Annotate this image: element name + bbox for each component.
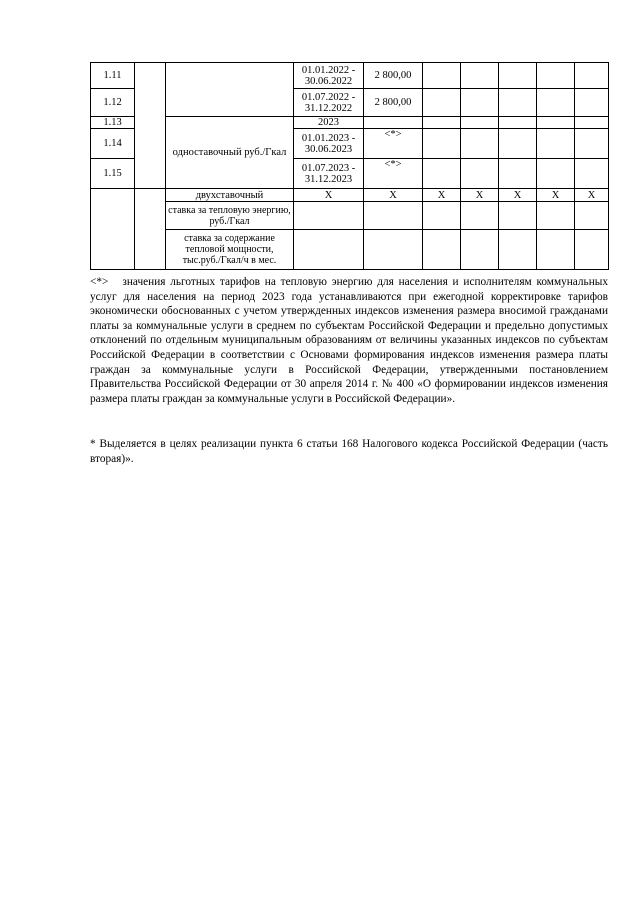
empty-cell bbox=[537, 230, 575, 270]
empty-cell bbox=[135, 189, 166, 270]
x-mark: X bbox=[537, 189, 575, 202]
row-number: 1.14 bbox=[91, 129, 135, 159]
row-number: 1.12 bbox=[91, 89, 135, 117]
period-cell: 01.07.2022 - 31.12.2022 bbox=[294, 89, 364, 117]
footnote: * Выделяется в целях реализации пункта 6 статьи 168 Налогового кодекса Российской Федерации (часть вторая)». bbox=[90, 438, 608, 465]
empty-cell bbox=[461, 63, 499, 89]
empty-cell bbox=[537, 159, 575, 189]
empty-cell bbox=[575, 202, 609, 230]
empty-cell bbox=[499, 230, 537, 270]
x-mark: X bbox=[294, 189, 364, 202]
empty-cell bbox=[537, 129, 575, 159]
empty-cell bbox=[499, 89, 537, 117]
period-cell: 01.01.2023 - 30.06.2023 bbox=[294, 129, 364, 159]
one-part-tariff-label: одноставочный руб./Гкал bbox=[166, 117, 294, 189]
empty-cell bbox=[166, 63, 294, 117]
empty-cell bbox=[575, 63, 609, 89]
empty-cell bbox=[135, 63, 166, 189]
period-cell: 01.01.2022 - 30.06.2022 bbox=[294, 63, 364, 89]
tariff-table bbox=[90, 62, 609, 270]
empty-cell bbox=[294, 202, 364, 230]
x-mark: X bbox=[423, 189, 461, 202]
empty-cell bbox=[423, 63, 461, 89]
table-row bbox=[91, 189, 609, 202]
empty-cell bbox=[461, 129, 499, 159]
x-mark: X bbox=[364, 189, 423, 202]
note-text: значения льготных тарифов на тепловую энергию для населения и исполнителям коммунальных услуг для населения на период 2023 года устанавливаются при ежегодной корректировке тарифов экономически обоснованных с учетом утвержденных индексов изменения размера вносимой гражданами платы за коммунальные услуги в среднем по субъектам Российской Федерации и предельно допустимых отклонений по отдельным муниципальным образованиям от величины указанных индексов по субъектам Российской Федерации в соответствии с Основами формирования индексов изменения размера платы граждан за коммунальные услуги в Российской Федерации, утвержденными постановлением Правительства Российской Федерации от 30 апреля 2014 г. № 400 «О формировании индексов изменения размера платы граждан за коммунальные услуги в Российской Федерации». bbox=[90, 276, 608, 405]
table-row bbox=[91, 202, 609, 230]
empty-cell bbox=[461, 230, 499, 270]
value-cell: <*> bbox=[364, 129, 423, 159]
empty-cell bbox=[461, 117, 499, 129]
empty-cell bbox=[499, 202, 537, 230]
empty-cell bbox=[364, 202, 423, 230]
table-row bbox=[91, 117, 609, 129]
table-row bbox=[91, 230, 609, 270]
x-mark: X bbox=[461, 189, 499, 202]
x-mark: X bbox=[575, 189, 609, 202]
empty-cell bbox=[423, 129, 461, 159]
table-row bbox=[91, 63, 609, 89]
empty-cell bbox=[575, 230, 609, 270]
row-number: 1.15 bbox=[91, 159, 135, 189]
empty-cell bbox=[423, 117, 461, 129]
value-cell: <*> bbox=[364, 159, 423, 189]
empty-cell bbox=[537, 202, 575, 230]
empty-cell bbox=[364, 230, 423, 270]
empty-cell bbox=[461, 159, 499, 189]
empty-cell bbox=[499, 159, 537, 189]
energy-rate-label: ставка за тепловую энергию, руб./Гкал bbox=[166, 202, 294, 230]
empty-cell bbox=[423, 159, 461, 189]
period-cell: 01.07.2023 - 31.12.2023 bbox=[294, 159, 364, 189]
capacity-rate-label: ставка за содержание тепловой мощности, тыс.руб./Гкал/ч в мес. bbox=[166, 230, 294, 270]
empty-cell bbox=[499, 117, 537, 129]
asterisk-note bbox=[90, 275, 608, 406]
row-number: 1.11 bbox=[91, 63, 135, 89]
empty-cell bbox=[461, 202, 499, 230]
empty-cell bbox=[461, 89, 499, 117]
value-cell: 2 800,00 bbox=[364, 89, 423, 117]
empty-cell bbox=[575, 89, 609, 117]
note-marker: <*> bbox=[90, 276, 109, 288]
empty-cell bbox=[423, 202, 461, 230]
year-cell: 2023 bbox=[294, 117, 364, 129]
empty-cell bbox=[537, 63, 575, 89]
empty-cell bbox=[364, 117, 423, 129]
empty-cell bbox=[294, 230, 364, 270]
row-number: 1.13 bbox=[91, 117, 135, 129]
empty-cell bbox=[575, 159, 609, 189]
empty-cell bbox=[537, 89, 575, 117]
x-mark: X bbox=[499, 189, 537, 202]
value-cell: 2 800,00 bbox=[364, 63, 423, 89]
empty-cell bbox=[423, 89, 461, 117]
empty-cell bbox=[537, 117, 575, 129]
empty-cell bbox=[423, 230, 461, 270]
empty-cell bbox=[91, 189, 135, 270]
empty-cell bbox=[499, 63, 537, 89]
two-part-tariff-label: двухставочный bbox=[166, 189, 294, 202]
empty-cell bbox=[499, 129, 537, 159]
empty-cell bbox=[575, 129, 609, 159]
empty-cell bbox=[575, 117, 609, 129]
